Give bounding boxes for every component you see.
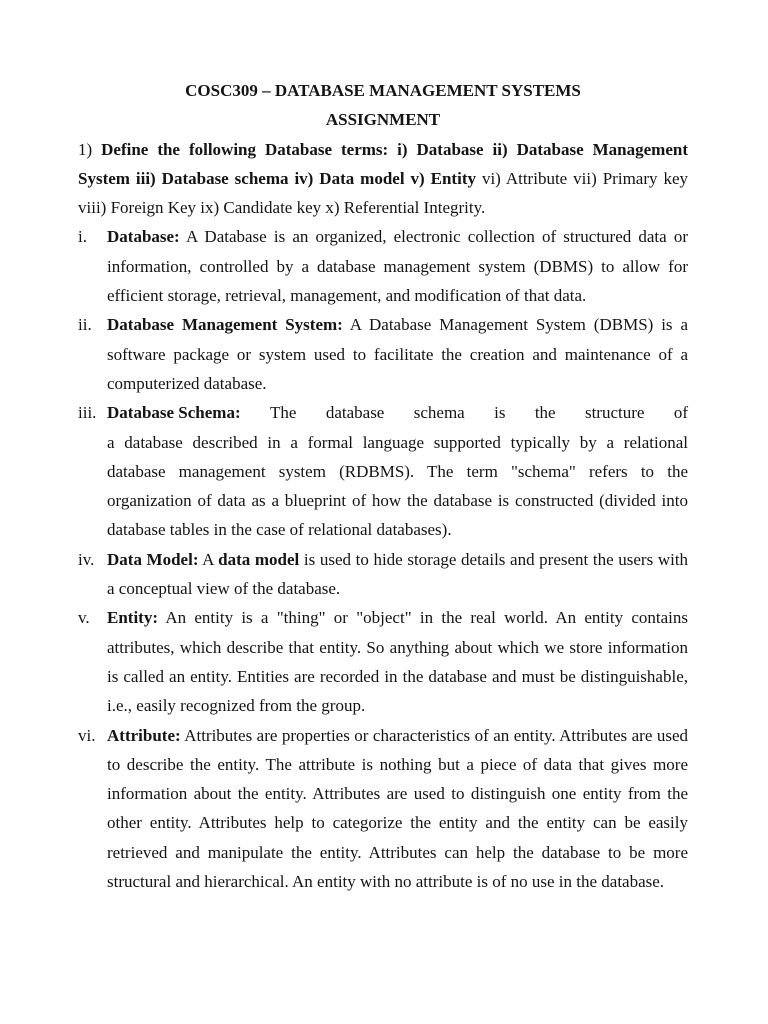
schema-word: the [534,403,556,423]
definition-term: Data Model: [107,549,199,569]
definition-attribute [78,721,688,897]
definition-text-after: is used to hide storage details and present the users with a conceptual view of the database. [107,549,689,599]
definition-text-bold: data model [218,549,300,569]
definition-text-before: A [202,549,214,569]
schema-word: of [673,403,688,423]
definition-numeral: i. [78,227,87,247]
definition-term: Entity: [107,608,158,628]
schema-first-line [107,398,688,427]
schema-word: schema [413,403,465,423]
definition-numeral: iii. [78,403,97,423]
definition-text: A Database is an organized, electronic collection of structured data or information, controlled by a database management system (DBMS) to allow for efficient storage, retrieval, management, and modification of that data. [107,227,689,306]
assignment-heading: ASSIGNMENT [325,110,441,130]
schema-word: is [494,403,506,423]
definition-database [78,222,688,310]
schema-word: The [270,403,297,423]
definition-text: Attributes are properties or characteristics of an entity. Attributes are used to describe the entity. The attribute is nothing but a piece of data that gives more information about the entity. Attributes are used to distinguish one entity from the other entity. Attributes help to categorize the entity and the entity can be easily retrieved and manipulate the entity. Attributes can help the database to be more structural and hierarchical. An entity with no attribute is of no use in the database. [107,725,688,892]
definition-numeral: v. [78,608,90,628]
definition-term: Database Schema: [107,403,241,423]
definition-term: Database Management System: [107,315,343,335]
definition-numeral: iv. [78,549,95,569]
definition-numeral: vi. [78,725,96,745]
definition-text: A Database Management System (DBMS) is a software package or system used to facilitate the creation and maintenance of a computerized database. [107,315,688,393]
definition-schema [78,398,688,544]
definition-term: Database: [107,227,180,247]
schema-word: structure [584,403,645,423]
definition-entity [78,603,688,720]
definition-text: An entity is a "thing" or "object" in the real world. An entity contains attributes, which describe that entity. So anything about which we store information is called an entity. Entities are recorded in the database and must be distinguishable, i.e., easily recognized from the group. [107,608,688,716]
definition-term: Attribute: [107,725,181,745]
question-number: 1) [78,139,93,159]
question-1 [78,135,688,223]
question-prompt-rest: vi) Attribute vii) Primary key viii) Foreign Key ix) Candidate key x) Referential Integrity. [78,168,688,218]
definition-dbms [78,310,688,398]
definitions-list [78,222,688,896]
definition-data-model [78,545,688,604]
definition-text: a database described in a formal language supported typically by a relational database management system (RDBMS). The term "schema" refers to the organization of data as a blueprint of how the database is constructed (divided into database tables in the case of relational databases). [107,432,688,540]
schema-word: database [325,403,385,423]
question-prompt-bold: Define the following Database terms: i) Database ii) Database Management System iii) Database schema iv) Data model v) Entity [78,139,688,188]
definition-numeral: ii. [78,315,92,335]
course-title: COSC309 – DATABASE MANAGEMENT SYSTEMS [185,81,581,100]
